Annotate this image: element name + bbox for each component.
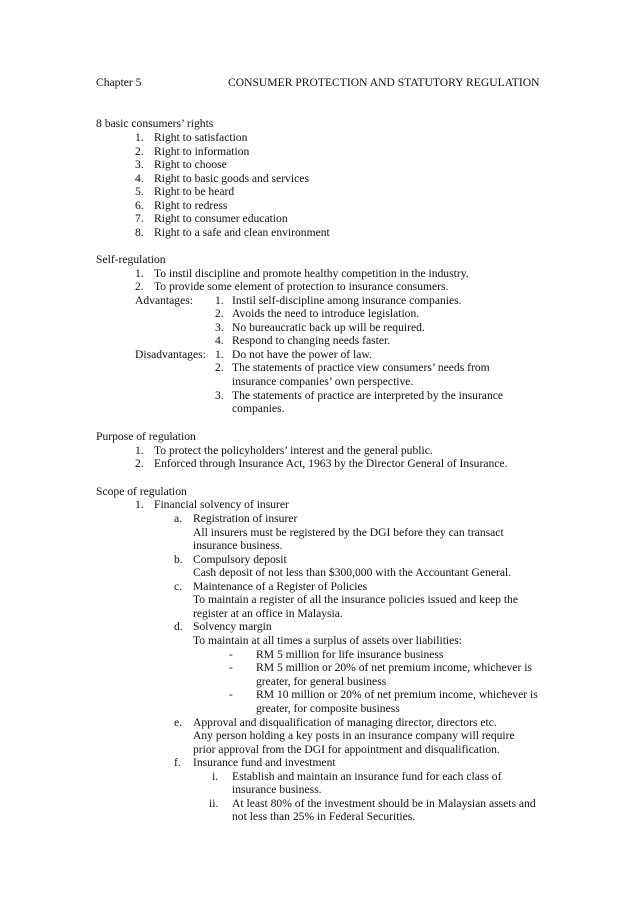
list-item: Avoids the need to introduce legislation.: [232, 307, 420, 320]
bullet-dash: -: [229, 688, 233, 701]
list-number: 7.: [135, 212, 144, 225]
bullet-dash: -: [229, 648, 233, 661]
list-number: 2.: [135, 457, 144, 470]
sub-title: Maintenance of a Register of Policies: [193, 580, 368, 593]
list-item: Right to basic goods and services: [154, 172, 309, 185]
list-number: 3.: [215, 321, 224, 334]
rights-heading: 8 basic consumers’ rights: [96, 117, 214, 130]
advantages-label: Advantages:: [135, 294, 193, 307]
list-item-continuation: insurance companies’ own perspective.: [232, 375, 414, 388]
list-item: Right to satisfaction: [154, 131, 248, 144]
sub-text: Cash deposit of not less than $300,000 with the Accountant General.: [193, 566, 512, 579]
roman-item: Establish and maintain an insurance fund for each class of: [232, 770, 502, 783]
sub-text: To maintain a register of all the insurance policies issued and keep the: [193, 593, 518, 606]
sub-letter: f.: [174, 756, 181, 769]
list-item: To protect the policyholders’ interest and the general public.: [154, 444, 433, 457]
list-number: 3.: [215, 389, 224, 402]
list-item: Right to information: [154, 145, 250, 158]
list-item: Right to choose: [154, 158, 227, 171]
list-number: 1.: [215, 348, 224, 361]
sub-title: Insurance fund and investment: [193, 756, 336, 769]
roman-numeral: ii.: [209, 797, 219, 810]
list-number: 1.: [135, 267, 144, 280]
list-number: 4.: [215, 334, 224, 347]
list-item: Right to consumer education: [154, 212, 288, 225]
sub-letter: c.: [174, 580, 183, 593]
list-number: 5.: [135, 185, 144, 198]
bullet-text-continuation: greater, for composite business: [256, 702, 400, 715]
list-number: 8.: [135, 226, 144, 239]
list-number: 2.: [215, 361, 224, 374]
list-item: Right to redress: [154, 199, 228, 212]
sub-title: Solvency margin: [193, 620, 272, 633]
list-number: 2.: [135, 280, 144, 293]
list-number: 1.: [135, 131, 144, 144]
roman-item-continuation: insurance business.: [232, 783, 322, 796]
list-number: 1.: [215, 294, 224, 307]
bullet-text: RM 5 million or 20% of net premium income, whichever is: [256, 661, 532, 674]
list-number: 2.: [215, 307, 224, 320]
list-item: The statements of practice view consumers’ needs from: [232, 361, 490, 374]
list-item: Right to be heard: [154, 185, 235, 198]
sub-letter: e.: [174, 716, 183, 729]
list-item: Right to a safe and clean environment: [154, 226, 330, 239]
bullet-text-continuation: greater, for general business: [256, 675, 387, 688]
scope-heading: Scope of regulation: [96, 485, 187, 498]
bullet-text: RM 5 million for life insurance business: [256, 648, 444, 661]
list-item: Financial solvency of insurer: [154, 498, 289, 511]
sub-text: insurance business.: [193, 539, 283, 552]
sub-text: Any person holding a key posts in an insurance company will require: [193, 729, 515, 742]
roman-item-continuation: not less than 25% in Federal Securities.: [232, 810, 416, 823]
chapter-label: Chapter 5: [96, 76, 142, 89]
list-number: 1.: [135, 498, 144, 511]
sub-title: Approval and disqualification of managing director, directors etc.: [193, 716, 497, 729]
sub-text: register at an office in Malaysia.: [193, 607, 343, 620]
purpose-heading: Purpose of regulation: [96, 430, 196, 443]
list-item: Instil self-discipline among insurance companies.: [232, 294, 462, 307]
bullet-text: RM 10 million or 20% of net premium income, whichever is: [256, 688, 538, 701]
chapter-title: CONSUMER PROTECTION AND STATUTORY REGULATION: [228, 76, 540, 89]
bullet-dash: -: [229, 661, 233, 674]
sub-text: prior approval from the DGI for appointment and disqualification.: [193, 743, 500, 756]
sub-title: Compulsory deposit: [193, 553, 287, 566]
list-item: To provide some element of protection to insurance consumers.: [154, 280, 449, 293]
roman-item: At least 80% of the investment should be in Malaysian assets and: [232, 797, 536, 810]
list-item-continuation: companies.: [232, 402, 285, 415]
list-item: No bureaucratic back up will be required.: [232, 321, 425, 334]
list-number: 1.: [135, 444, 144, 457]
list-number: 2.: [135, 145, 144, 158]
sub-text: To maintain at all times a surplus of assets over liabilities:: [193, 634, 463, 647]
sub-letter: a.: [174, 512, 183, 525]
disadvantages-label: Disadvantages:: [135, 348, 206, 361]
list-number: 3.: [135, 158, 144, 171]
sub-letter: d.: [174, 620, 183, 633]
list-item: To instil discipline and promote healthy competition in the industry.: [154, 267, 469, 280]
roman-numeral: i.: [212, 770, 219, 783]
self-regulation-heading: Self-regulation: [96, 253, 166, 266]
list-number: 4.: [135, 172, 144, 185]
list-item: Do not have the power of law.: [232, 348, 372, 361]
sub-text: All insurers must be registered by the DGI before they can transact: [193, 526, 504, 539]
sub-title: Registration of insurer: [193, 512, 298, 525]
list-item: Respond to changing needs faster.: [232, 334, 391, 347]
sub-letter: b.: [174, 553, 183, 566]
list-item: Enforced through Insurance Act, 1963 by the Director General of Insurance.: [154, 457, 508, 470]
list-item: The statements of practice are interpreted by the insurance: [232, 389, 504, 402]
list-number: 6.: [135, 199, 144, 212]
